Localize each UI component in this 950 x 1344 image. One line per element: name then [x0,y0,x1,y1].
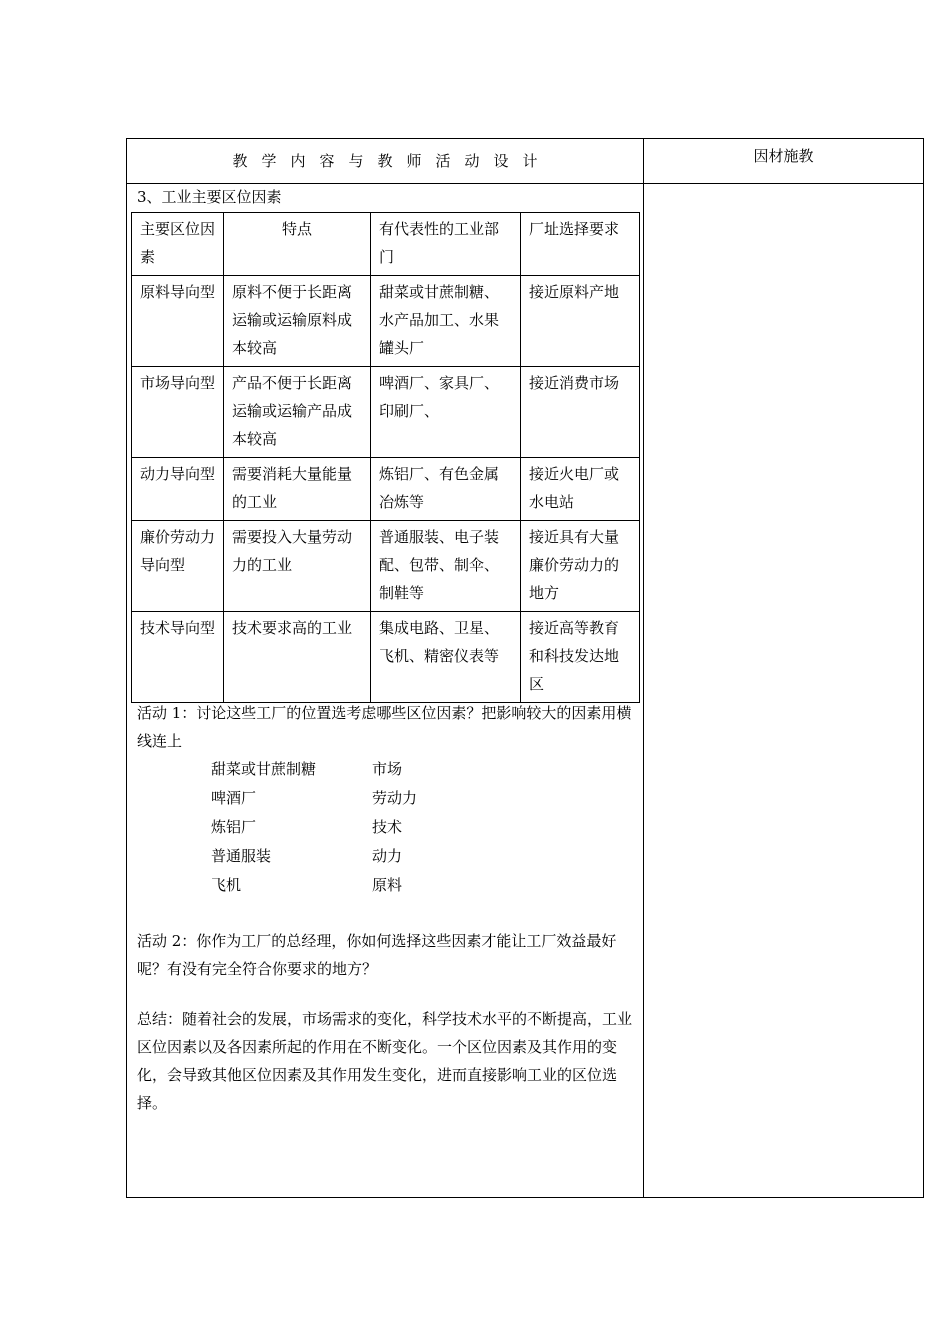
matching-left-item: 甜菜或甘蔗制糖 [211,760,317,778]
matching-left-item: 炼铝厂 [211,818,257,836]
matching-right-item: 技术 [372,818,403,836]
table-cell: 产品不便于长距离运输或运输产品成本较高 [224,367,371,458]
table-row [132,521,640,612]
table-cell: 需要消耗大量能量的工业 [224,458,371,521]
table-cell: 集成电路、卫星、飞机、精密仪表等 [371,612,521,703]
lesson-plan-table [126,138,924,1198]
table-cell: 甜菜或甘蔗制糖、水产品加工、水果罐头厂 [371,276,521,367]
table-cell: 接近原料产地 [521,276,640,367]
table-row [132,367,640,458]
matching-left-item: 飞机 [211,876,242,894]
table-cell: 炼铝厂、有色金属冶炼等 [371,458,521,521]
table-cell: 廉价劳动力导向型 [132,521,224,612]
table-cell: 技术要求高的工业 [224,612,371,703]
column-divider [643,139,644,1197]
table-cell: 接近具有大量廉价劳动力的地方 [521,521,640,612]
table-cell: 市场导向型 [132,367,224,458]
location-factors-table [131,212,640,703]
table-header-row [132,213,640,276]
table-cell: 原料导向型 [132,276,224,367]
table-cell: 接近火电厂或水电站 [521,458,640,521]
matching-right-item: 市场 [372,760,403,778]
table-header-cell: 厂址选择要求 [521,213,640,276]
activity-1-text: 活动 1：讨论这些工厂的位置选考虑哪些区位因素？把影响较大的因素用横线连上 [137,704,632,750]
matching-right-item: 劳动力 [372,789,418,807]
table-cell: 原料不便于长距离运输或运输原料成本较高 [224,276,371,367]
table-cell: 动力导向型 [132,458,224,521]
matching-right-item: 动力 [372,847,403,865]
matching-right-item: 原料 [372,876,403,894]
table-cell: 技术导向型 [132,612,224,703]
header-individualized-teaching: 因材施教 [753,147,814,165]
section-title: 3、工业主要区位因素 [137,188,282,206]
table-cell: 需要投入大量劳动力的工业 [224,521,371,612]
table-row [132,612,640,703]
table-header-cell: 主要区位因素 [132,213,224,276]
header-divider [127,183,923,184]
table-header-cell: 特点 [224,213,371,276]
table-header-cell: 有代表性的工业部门 [371,213,521,276]
table-cell: 接近消费市场 [521,367,640,458]
table-row [132,458,640,521]
table-cell: 普通服装、电子装配、包带、制伞、制鞋等 [371,521,521,612]
matching-left-item: 普通服装 [211,847,272,865]
activity-2-text: 活动 2：你作为工厂的总经理，你如何选择这些因素才能让工厂效益最好呢？有没有完全符合你要求的地方？ [137,932,617,978]
table-row [132,276,640,367]
header-teaching-content: 教学内容与教师活动设计 [232,152,552,170]
table-cell: 接近高等教育和科技发达地区 [521,612,640,703]
matching-left-item: 啤酒厂 [211,789,257,807]
table-cell: 啤酒厂、家具厂、印刷厂、 [371,367,521,458]
summary-text: 总结：随着社会的发展，市场需求的变化，科学技术水平的不断提高，工业区位因素以及各因素所起的作用在不断变化。一个区位因素及其作用的变化，会导致其他区位因素及其作用发生变化，进而直接影响工业的区位选择。 [137,1010,633,1112]
